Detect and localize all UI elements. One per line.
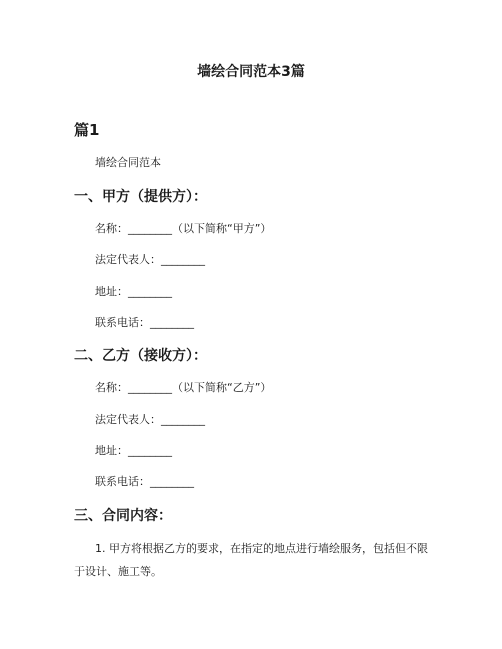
intro-text: 墙绘合同范本	[95, 156, 161, 169]
section-heading-party-b: 二、乙方（接收方）：	[74, 348, 207, 364]
contract-item-1: 1. 甲方将根据乙方的要求，在指定的地点进行墙绘服务，包括但不限于设计、施工等。	[74, 542, 428, 578]
party-b-name-line: 名称：________（以下简称“乙方”）	[95, 381, 272, 394]
document-title: 墙绘合同范本3篇	[197, 64, 305, 80]
section-heading-party-a: 一、甲方（提供方）：	[74, 189, 207, 205]
party-b-address-line: 地址：________	[95, 444, 172, 457]
party-b-representative-line: 法定代表人：________	[95, 413, 205, 426]
party-a-representative-line: 法定代表人：________	[95, 253, 205, 266]
party-a-address-line: 地址：________	[95, 285, 172, 298]
party-b-phone-line: 联系电话：________	[95, 475, 194, 488]
party-a-name-line: 名称：________（以下简称“甲方”）	[95, 222, 272, 235]
section-heading-contract-content: 三、合同内容：	[74, 508, 172, 524]
part-title: 篇1	[74, 121, 100, 139]
party-a-phone-line: 联系电话：________	[95, 316, 194, 329]
